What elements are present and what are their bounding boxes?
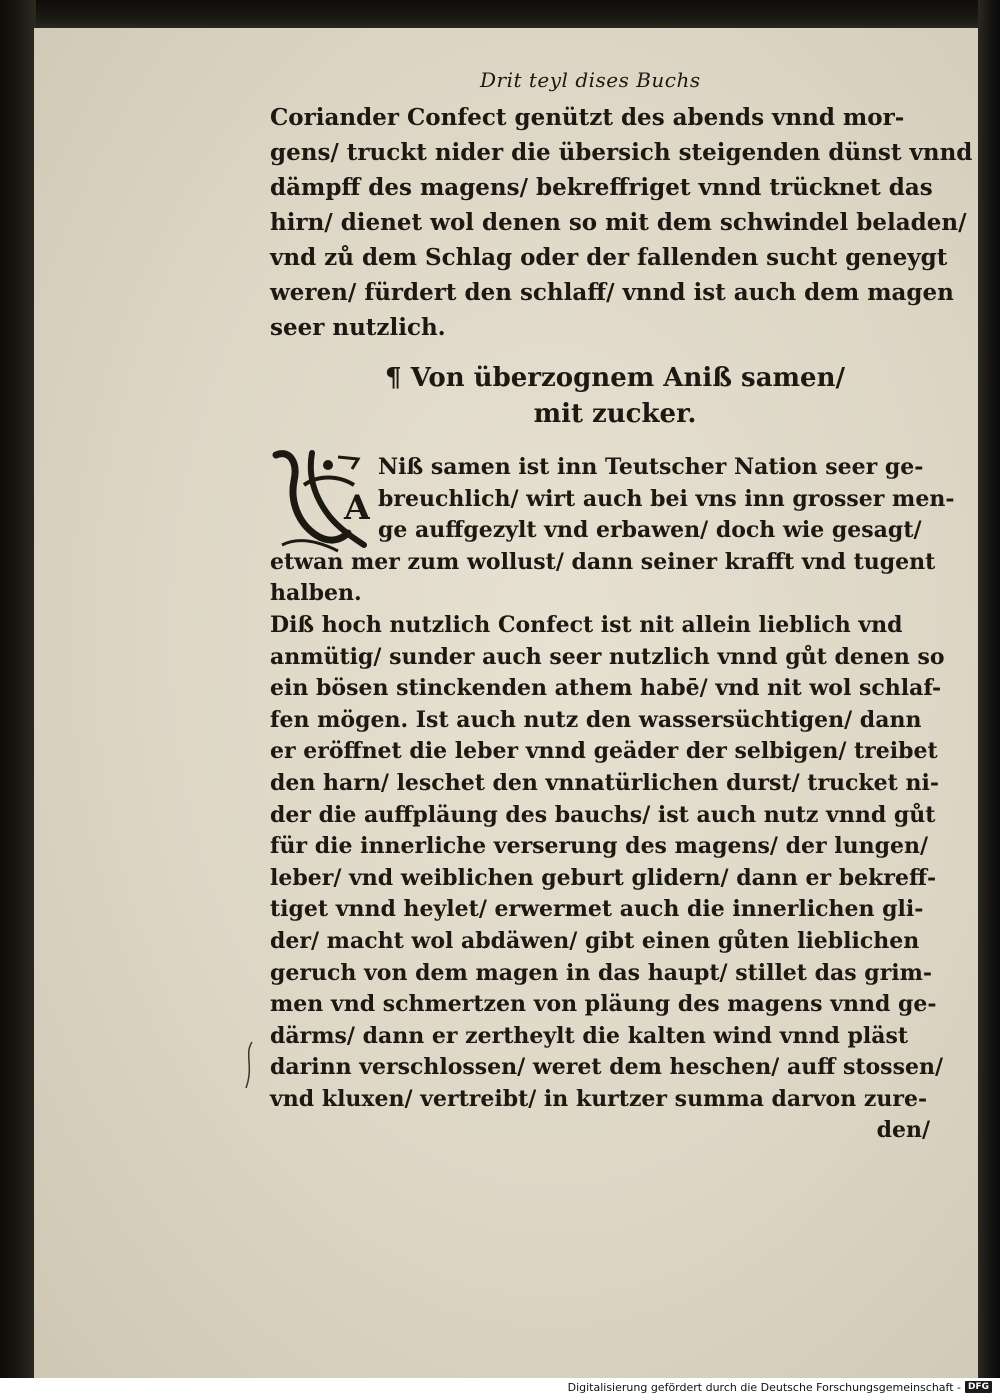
paragraph-coriander	[270, 100, 973, 345]
text-line: er eröffnet die leber vnnd geäder der selbigen/ treibet	[270, 738, 938, 765]
paragraph-anise	[270, 452, 960, 1147]
footer-credit: Digitalisierung gefördert durch die Deutsche Forschungsgemeinschaft -	[567, 1380, 961, 1394]
text-line: der die auffpläung des bauchs/ ist auch nutz vnnd gůt	[270, 801, 936, 828]
text-line: anmütig/ sunder auch seer nutzlich vnnd gůt denen so	[270, 643, 945, 670]
text-line: weren/ fürdert den schlaff/ vnnd ist auch dem magen	[270, 279, 954, 306]
heading-line: ¶ Von überzognem Aniß samen/	[385, 363, 845, 393]
text-line: hirn/ dienet wol denen so mit dem schwindel beladen/	[270, 209, 967, 236]
text-line: leber/ vnd weiblichen geburt glidern/ dann er bekreff-	[270, 864, 937, 891]
text-line: der/ macht wol abdäwen/ gibt einen gůten lieblichen	[270, 927, 920, 954]
scan-shadow-right	[978, 0, 1000, 1378]
text-line: darinn verschlossen/ weret dem heschen/ auff stossen/	[270, 1054, 943, 1081]
text-line: därms/ dann er zertheylt die kalten wind vnnd pläst	[270, 1022, 909, 1049]
text-line: seer nutzlich.	[270, 314, 446, 341]
text-line: für die innerliche verserung des magens/ der lungen/	[270, 833, 928, 860]
text-line: Coriander Confect genützt des abends vnnd mor-	[270, 104, 905, 131]
text-line: gens/ truckt nider die übersich steigenden dünst vnnd	[270, 139, 973, 166]
text-line: vnd kluxen/ vertreibt/ in kurtzer summa darvon zure-	[270, 1085, 928, 1112]
scan-shadow-top	[0, 0, 1000, 30]
text-line: fen mögen. Ist auch nutz den wassersüchtigen/ dann	[270, 706, 922, 733]
text-line: den/	[876, 1117, 930, 1144]
text-line: ge auffgezylt vnd erbawen/ doch wie gesagt/	[378, 517, 922, 544]
scan-shadow-left	[0, 0, 36, 1378]
text-line: geruch von dem magen in das haupt/ stillet das grim-	[270, 959, 933, 986]
text-line: dämpff des magens/ bekreffriget vnnd trücknet das	[270, 174, 933, 201]
text-line: vnd zů dem Schlag oder der fallenden sucht geneygt	[270, 244, 948, 271]
text-line: den harn/ leschet den vnnatürlichen durst/ trucket ni-	[270, 769, 939, 796]
text-line: halben.	[270, 580, 362, 607]
heading-line: mit zucker.	[533, 399, 697, 429]
drop-cap-letter: A	[344, 488, 370, 528]
footer-bar	[0, 1378, 1000, 1396]
dfg-logo-icon: DFG	[965, 1381, 992, 1393]
text-line: tiget vnnd heylet/ erwermet auch die innerlichen gli-	[270, 896, 924, 923]
text-line: Diß hoch nutzlich Confect ist nit allein lieblich vnd	[270, 611, 903, 638]
text-line: Niß samen ist inn Teutscher Nation seer ge-	[378, 454, 924, 480]
running-header: Drit teyl dises Buchs	[480, 68, 701, 92]
text-line: breuchlich/ wirt auch bei vns inn grosser men-	[378, 485, 955, 512]
text-line: ein bösen stinckenden athem habē/ vnd nit wol schlaf-	[270, 675, 942, 702]
text-line: men vnd schmertzen von pläung des magens vnnd ge-	[270, 991, 937, 1018]
text-line: etwan mer zum wollust/ dann seiner krafft vnd tugent	[270, 548, 936, 575]
section-heading	[270, 360, 960, 432]
margin-mark	[242, 1040, 256, 1090]
